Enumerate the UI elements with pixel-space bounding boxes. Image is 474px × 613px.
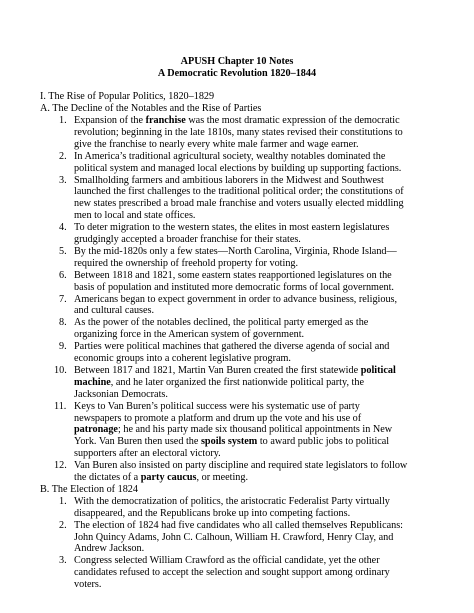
list-item-text-line: revolution; beginning in the late 1810s, many states revised their constitutions to [74,126,403,138]
list-item-text-line: supporters after an electoral victory. [74,448,221,460]
section-heading-B: B. The Election of 1824 [40,483,138,495]
list-item-text-line: To deter migration to the western states, the elites in most eastern legislatures [74,222,390,234]
doc-subtitle: A Democratic Revolution 1820–1844 [157,68,317,79]
list-item-text-line: men to local and state offices. [74,210,196,222]
list-item-text-line: required the ownership of freehold property for voting. [74,257,299,269]
list-item-number: 2. [59,150,67,162]
list-item-text-line: basis of population and instituted more democratic forms of local government. [74,281,394,293]
list-item-text-line: economic groups into a coherent legislative program. [74,353,291,364]
list-item-text-line: Smallholding farmers and ambitious laborers in the Midwest and Southwest [74,174,384,186]
list-item-text-line: candidates refused to accept the selection and sought support among ordinary [74,567,390,579]
list-item-number: 4. [59,222,67,234]
list-item-number: 3. [59,174,67,186]
list-item-text-line: Expansion of the franchise was the most dramatic expression of the democratic [74,115,400,126]
list-item-text-line: and cultural causes. [74,305,155,317]
list-item-text-line: patronage; he and his party made six thousand political appointments in New [74,424,393,436]
list-item-text-line: machine, and he later organized the first nationwide political party, the [74,376,364,388]
bold-term: party caucus [140,472,197,483]
list-item-text-line: give the franchise to nearly every white male farmer and wage earner. [74,138,359,150]
list-item-number: 1. [59,115,67,126]
list-item-text-line: Jacksonian Democrats. [74,388,168,400]
list-item-text-line: Keys to Van Buren’s political success were his systematic use of party [74,400,360,412]
bold-term: spoils system [200,436,258,448]
list-item-text-line: John Quincy Adams, John C. Calhoun, William H. Crawford, Henry Clay, and [74,531,394,543]
list-item-text-line: launched the first challenges to the traditional political order; the constitutions of [74,186,404,198]
list-item-number: 6. [59,269,67,281]
list-item-number: 7. [59,293,67,305]
bold-term: political [360,364,396,376]
bold-term: franchise [145,115,186,126]
bold-term: patronage [74,424,118,436]
doc-title: APUSH Chapter 10 Notes [180,56,294,67]
list-item-text-line: newspapers to promote a platform and drum up the vote and his use of [74,412,362,424]
list-item-text-line: organizing force in the American system of government. [74,329,305,341]
list-item-text-line: grudgingly accepted a broader franchise for their states. [74,234,301,245]
list-item-number: 12. [54,460,67,472]
list-item-number: 9. [59,341,67,353]
list-item-text-line: Van Buren also insisted on party discipline and required state legislators to follow [74,460,408,472]
bold-term: machine [74,376,111,388]
list-item-text-line: the dictates of a party caucus, or meeting. [74,472,249,483]
list-item-text-line: The election of 1824 had five candidates who all called themselves Republicans: [74,519,404,531]
list-item-text-line: Between 1818 and 1821, some eastern states reapportioned legislatures on the [74,269,392,281]
section-heading-I: I. The Rise of Popular Politics, 1820–1829 [40,91,215,102]
list-item-text-line: Parties were political machines that gathered the diverse agenda of social and [74,341,390,353]
list-item-text-line: By the mid-1820s only a few states—North Carolina, Virginia, Rhode Island— [74,245,397,257]
list-item-text-line: voters. [74,579,102,591]
list-item-number: 8. [59,317,67,329]
list-item-text-line: In America’s traditional agricultural society, wealthy notables dominated the [74,150,386,162]
list-item-number: 11. [54,400,67,412]
list-item-text-line: Americans began to expect government in order to advance business, religious, [74,293,398,305]
list-item-text-line: disappeared, and the Republicans broke up into competing factions. [74,507,351,519]
list-item-text-line: Between 1817 and 1821, Martin Van Buren created the first statewide political [74,364,396,376]
list-item-text-line: Congress selected William Crawford as the official candidate, yet the other [74,555,380,567]
list-item-number: 3. [59,555,67,567]
list-item-text-line: York. Van Buren then used the spoils system to award public jobs to political [74,436,390,448]
list-item-text-line: political system and managed local elections by building up supporting factions. [74,162,402,174]
list-item-number: 10. [54,364,67,376]
list-item-text-line: Andrew Jackson. [74,543,145,555]
list-item-number: 1. [59,495,67,507]
list-item-text-line: As the power of the notables declined, the political party emerged as the [74,317,369,329]
list-item-number: 2. [59,519,67,531]
list-item-text-line: With the democratization of politics, the aristocratic Federalist Party virtually [74,495,390,507]
section-heading-A: A. The Decline of the Notables and the Rise of Parties [40,103,262,114]
list-item-text-line: new states prescribed a broad male franchise and voters usually elected middling [74,198,404,210]
list-item-number: 5. [59,245,67,257]
